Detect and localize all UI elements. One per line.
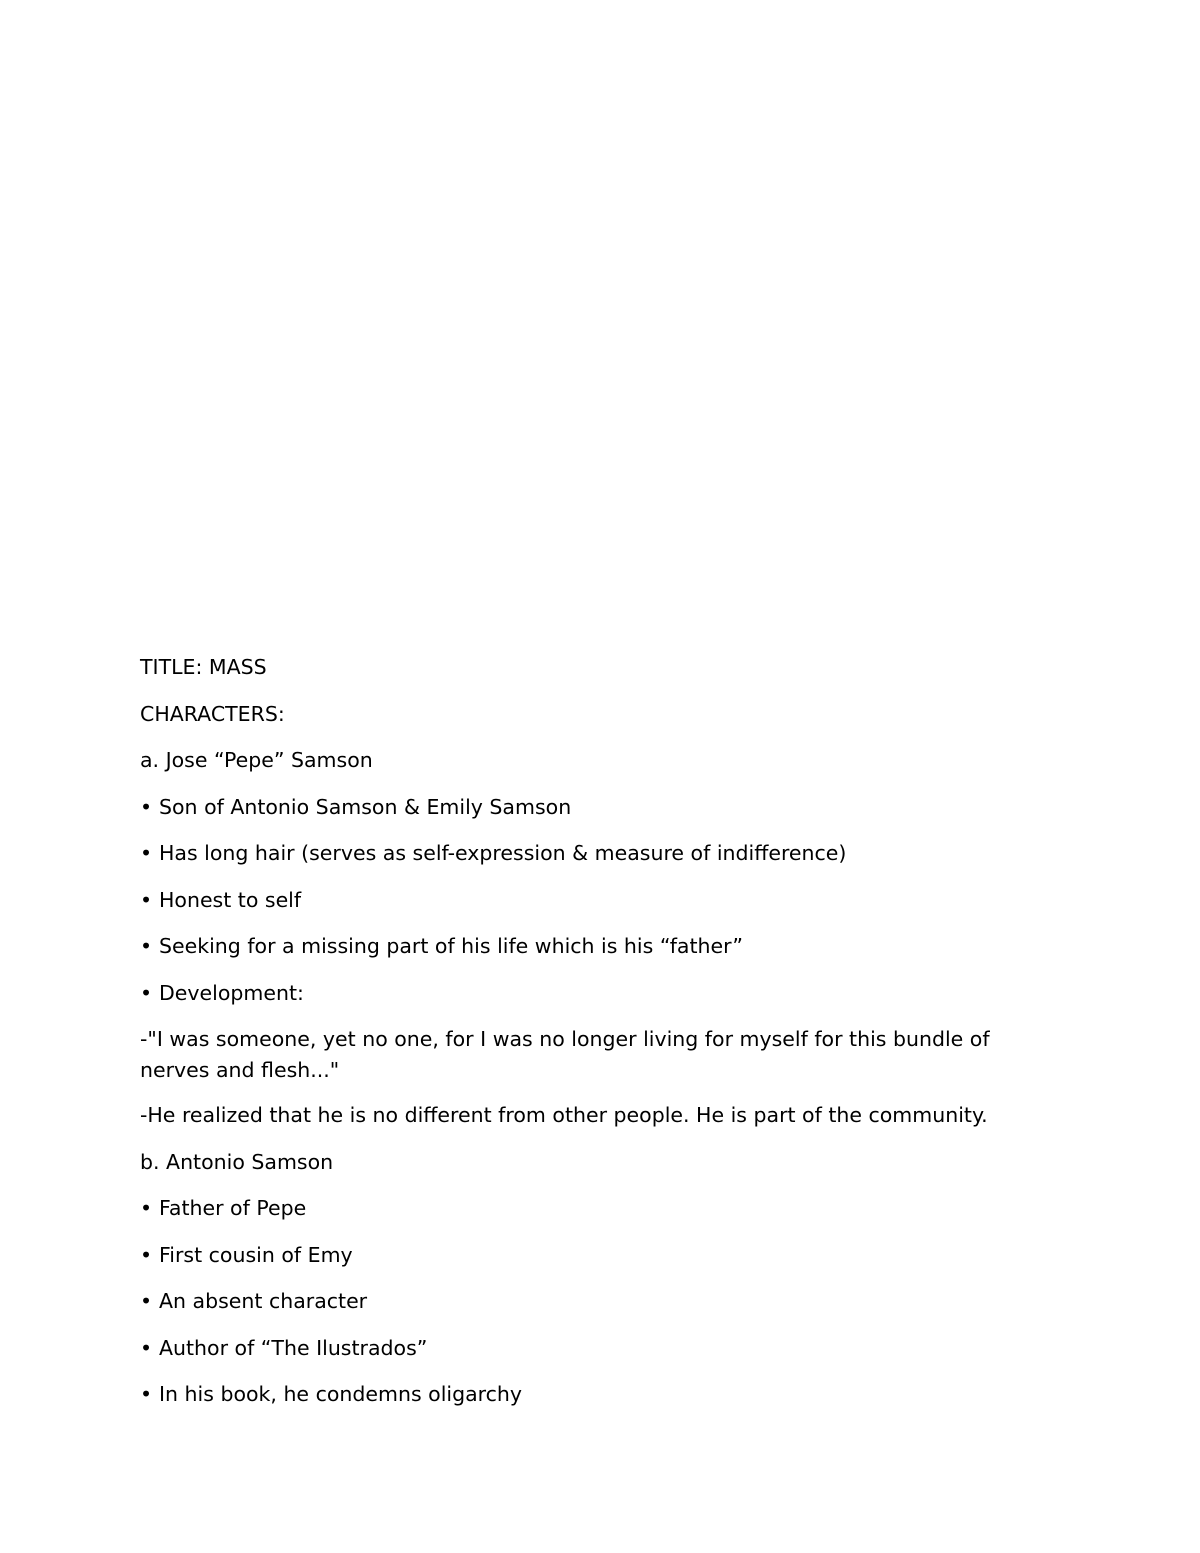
list-item-text: Author of “The Ilustrados” — [159, 1335, 428, 1360]
bullet-icon: • — [140, 1289, 153, 1313]
bullet-icon: • — [140, 1196, 153, 1220]
list-item-text: Son of Antonio Samson & Emily Samson — [159, 794, 572, 819]
bullet-icon: • — [140, 1335, 153, 1360]
list-item — [140, 931, 1040, 962]
list-item-text: Seeking for a missing part of his life which is his “father” — [159, 934, 744, 958]
list-item-text: Development: — [159, 980, 304, 1005]
list-item — [140, 792, 1040, 823]
list-item — [140, 978, 1040, 1009]
list-item-text: In his book, he condemns oligarchy — [159, 1382, 523, 1406]
list-item — [140, 1240, 1040, 1271]
list-item — [140, 838, 1040, 869]
bullet-icon: • — [140, 1382, 153, 1406]
list-item — [140, 1379, 1040, 1410]
bullet-icon: • — [140, 980, 153, 1005]
title-line: TITLE: MASS — [140, 655, 267, 679]
document-body — [140, 652, 1040, 1426]
development-realization: -He realized that he is no different from other people. He is part of the community. — [140, 1103, 988, 1127]
character-b-name: b. Antonio Samson — [140, 1149, 334, 1174]
list-item — [140, 1286, 1040, 1317]
list-item — [140, 1193, 1040, 1224]
bullet-icon: • — [140, 1242, 153, 1267]
characters-heading: CHARACTERS: — [140, 701, 285, 726]
list-item-text: Has long hair (serves as self-expression & measure of indifference) — [159, 841, 847, 865]
development-quote: -"I was someone, yet no one, for I was no longer living for myself for this bundle of nerves and flesh..." — [140, 1027, 990, 1082]
bullet-icon: • — [140, 887, 153, 912]
list-item — [140, 885, 1040, 916]
list-item-text: First cousin of Emy — [159, 1242, 353, 1267]
bullet-icon: • — [140, 794, 153, 819]
bullet-icon: • — [140, 841, 153, 865]
list-item-text: An absent character — [159, 1289, 368, 1313]
list-item — [140, 1333, 1040, 1364]
character-a-name: a. Jose “Pepe” Samson — [140, 748, 373, 772]
bullet-icon: • — [140, 934, 153, 958]
list-item-text: Father of Pepe — [159, 1196, 307, 1220]
list-item-text: Honest to self — [159, 887, 302, 912]
